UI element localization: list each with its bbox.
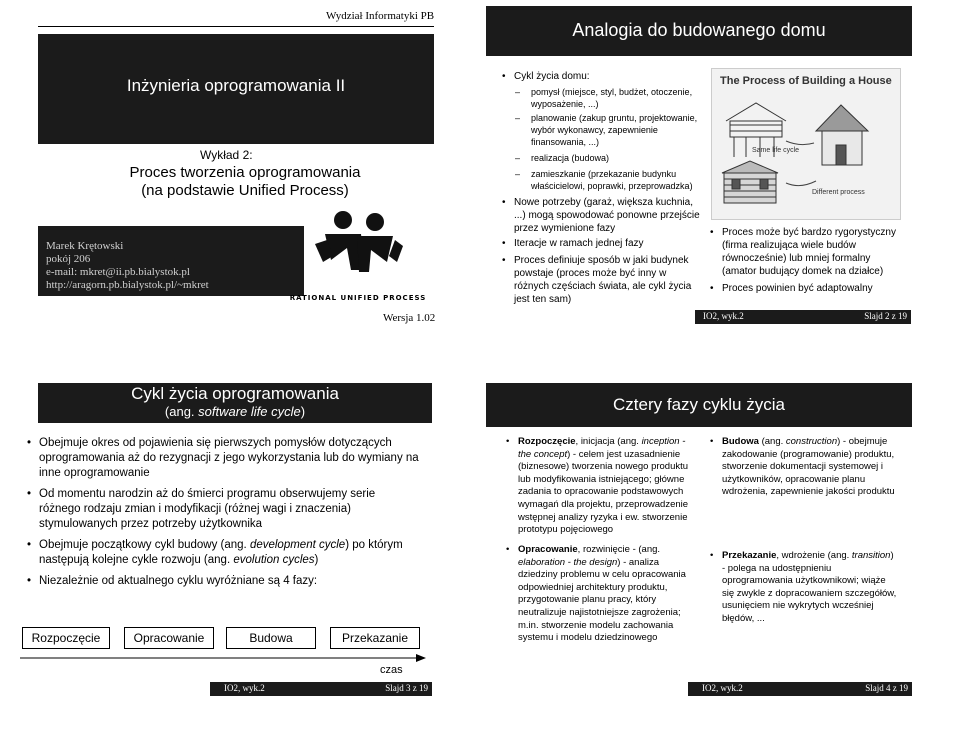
rup-logo-text: RATIONAL UNIFIED PROCESS (289, 294, 427, 302)
author-name: Marek Krętowski (46, 240, 124, 252)
phase-opracowanie: Opracowanie (124, 627, 214, 649)
slide4-phase-1-b: ) - celem jest uzasadnienie (biznesowe) tworzenia nowego produktu lub modyfikowania istniejącego; główne zadania to opracowanie podstawowych wymagań dla projektu, przeprowadzenie wstępnej analizy ryzyka i ew. stworzenie prototypu pojęciowego (518, 448, 689, 536)
slide4-phase-4-a: , wdrożenie (ang. (776, 550, 852, 561)
version: Wersja 1.02 (383, 312, 436, 324)
phase-rozpoczecie: Rozpoczęcie (22, 627, 110, 649)
slide3-bullet-3-c: ) po którym następują kolejne cykle rozwoju (ang. (39, 539, 403, 566)
slide1-header-line (38, 26, 434, 27)
slide3-footer-right: Slajd 3 z 19 (385, 683, 428, 693)
author-room: pokój 206 (46, 253, 91, 265)
slide3-footer (210, 682, 432, 696)
lecture-title-1: Proces tworzenia oprogramowania (129, 164, 361, 181)
slide4-phase-4-italic: transition (851, 550, 891, 561)
slide2-bullet-2: • Nowe potrzeby (garaż, większa kuchnia, ...) mogą spowodować ponowne przejście przez wymienione fazy (514, 196, 700, 235)
slide4-phase-2-name: Opracowanie (518, 544, 578, 555)
slide4-phase-1-name: Rozpoczęcie (518, 436, 576, 447)
phase-przekazanie: Przekazanie (330, 627, 420, 649)
slide4-footer (688, 682, 912, 696)
slide2-footer-left: IO2, wyk.2 (703, 311, 744, 321)
slide2-sub-4: – zamieszkanie (przekazanie budynku właścicielowi, poprawki, przeprowadzka) (531, 168, 701, 192)
house-label-same: Same life cycle (752, 147, 800, 154)
author-block (38, 226, 304, 296)
slide3-bullet-3-e: ) (314, 554, 319, 566)
slide4-phase-1 (518, 436, 694, 537)
slide3-bullet-2: • Od momentu narodzin aż do śmierci programu obserwujemy serie różnego rodzaju zmian i modyfikacji (różnej wagi i znaczenia) stymulowanych przez potrzeby użytkownika (39, 487, 419, 532)
slide4-phase-2-b: ) - analiza dziedziny problemu w celu opracowania odpowiedniej architektury produktu, przygotowanie planu pracy, który neutralizuje najistotniejsze zagrożenia; m.in. stworzenie modelu zachowania systemu i modelu dziedzinowego (518, 556, 686, 644)
slide3-subtitle-prefix: (ang. (164, 404, 199, 419)
slide4-phase-3-italic: construction (785, 436, 838, 447)
house-drawings (716, 91, 896, 217)
slide4-phase-4 (722, 550, 898, 626)
lecture-label: Wykład 2: (200, 148, 253, 162)
slide2-sub-3: – realizacja (budowa) (531, 152, 701, 164)
author-email[interactable]: e-mail: mkret@ii.pb.bialystok.pl (46, 266, 190, 278)
slide2-footer (695, 310, 911, 324)
slide4-title: Cztery fazy cyklu życia (613, 395, 785, 414)
house-image (711, 68, 901, 220)
slide2-bullet-3: • Iteracje w ramach jednej fazy (514, 237, 700, 250)
slide4-phase-3-name: Budowa (722, 436, 759, 447)
slide3-subtitle (38, 404, 432, 419)
slide2-right-bullet-1: • Proces może być bardzo rygorystyczny (firma realizująca wiele budów równocześnie) lub mniej formalny (amator budujący domek na działce) (722, 226, 906, 278)
phase-budowa: Budowa (226, 627, 316, 649)
slide4-phase-1-a: , inicjacja (ang. (575, 436, 642, 447)
slide4-phase-4-name: Przekazanie (722, 550, 777, 561)
slide4-phase-3-b: ) - obejmuje zakodowanie (programowanie) produktu, stworzenie dokumentacji systemowej i użytkowników, opracowanie planu wdrożenia, zapewnienie jakości produktu (722, 436, 895, 498)
slide3-bullet-1: • Obejmuje okres od pojawienia się pierwszych pomysłów dotyczących oprogramowania aż do rezygnacji z jego wykorzystania lub do wymiany na inne oprogramowanie (39, 436, 419, 481)
slide2-bullet-4: • Proces definiuje sposób w jaki budynek powstaje (proces może być inny w różnych częściach świata, ale cykl życia jest ten sam) (514, 254, 700, 306)
slide4-phase-4-b: ) - polega na udostępnieniu oprogramowania użytkownikowi; wiąże się zwykle z dopracowaniem szczegółów, usunięciem nie wykrytych wcześniej błędów, ... (722, 550, 897, 624)
slide4-footer-right: Slajd 4 z 19 (865, 683, 908, 693)
slide3-footer-left: IO2, wyk.2 (224, 683, 265, 693)
slide3-title: Cykl życia oprogramowania (131, 384, 339, 403)
lecture-title-2: (na podstawie Unified Process) (141, 182, 349, 199)
slide2-intro: • Cykl życia domu: (514, 70, 704, 83)
slide2-footer-right: Slajd 2 z 19 (864, 311, 907, 321)
slide3-bullet-3 (39, 538, 419, 568)
slide3-subtitle-suffix: ) (300, 404, 306, 419)
slide2-sub-1: – pomysł (miejsce, styl, budżet, otoczenie, wyposażenie, ...) (531, 86, 701, 110)
house-image-title: The Process of Building a House (720, 75, 892, 87)
slide4-footer-left: IO2, wyk.2 (702, 683, 743, 693)
slide2-right-bullet-2: • Proces powinien być adaptowalny (722, 282, 906, 295)
slide1-title-block (38, 34, 434, 144)
slide3-bullet-3-d: evolution cycles (233, 554, 315, 566)
rup-logo (289, 200, 427, 310)
slide1-header: Wydział Informatyki PB (326, 10, 435, 22)
slide4-phase-2-a: , rozwinięcie - (ang. (577, 544, 661, 555)
slide2-title-bar (486, 6, 912, 56)
course-title: Inżynieria oprogramowania II (126, 76, 346, 95)
time-axis (20, 652, 430, 664)
slide4-phase-2 (518, 544, 694, 645)
slide2-title: Analogia do budowanego domu (572, 20, 826, 40)
slide4-phase-3 (722, 436, 898, 499)
slide3-bullet-3-a: Obejmuje początkowy cykl budowy (ang. (39, 539, 250, 551)
time-axis-label: czas (380, 664, 403, 676)
slide3-subtitle-italic: software life cycle (198, 404, 301, 419)
slide2-sub-2: – planowanie (zakup gruntu, projektowanie, wybór wykonawcy, zapewnienie finansowania, ...) (531, 112, 701, 148)
slide3-bullet-4: • Niezależnie od aktualnego cyklu wyróżniane są 4 fazy: (39, 574, 419, 589)
slide3-bullet-3-b: development cycle (249, 539, 346, 551)
slide4-title-bar (486, 383, 912, 427)
house-label-different: Different process (812, 189, 865, 196)
author-url[interactable]: http://aragorn.pb.bialystok.pl/~mkret (46, 279, 209, 291)
slide4-phase-3-a: (ang. (758, 436, 786, 447)
slide4-phase-2-italic: elaboration - the design (518, 556, 618, 568)
slide4-phase-1-italic: inception -the concept (518, 436, 686, 460)
